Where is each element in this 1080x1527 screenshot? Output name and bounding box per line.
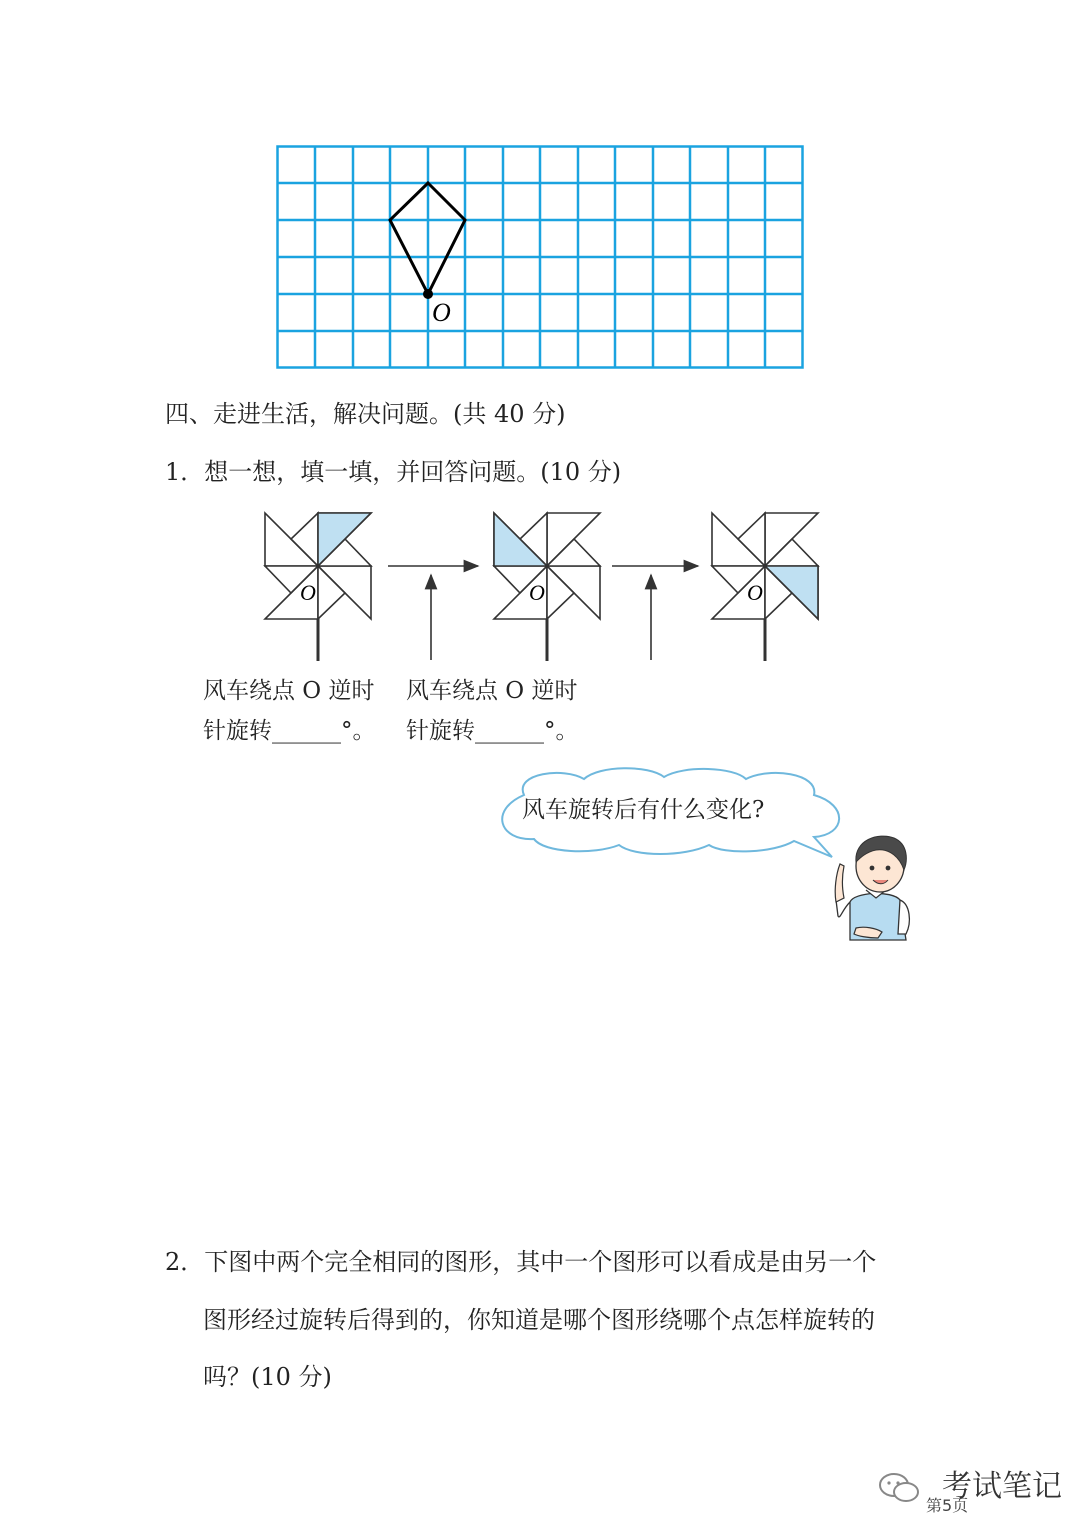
pinwheel-svg (250, 505, 850, 665)
pinwheel-1-center-label: O (300, 580, 316, 605)
caption-b-line1: 风车绕点 O 逆时 (406, 678, 578, 704)
grid-figure (276, 145, 804, 369)
grid-svg (276, 145, 804, 369)
pinwheel-2 (494, 513, 600, 661)
pinwheel-3 (712, 513, 818, 661)
boy-svg (828, 830, 918, 945)
watermark (878, 1470, 1068, 1520)
speech-bubble (484, 765, 854, 860)
pinwheel-2-center-label: O (529, 580, 545, 605)
boy-illustration (828, 830, 918, 945)
wechat-icon (878, 1470, 922, 1506)
question-1-prompt: 1．想一想，填一填，并回答问题。(10 分) (165, 458, 622, 486)
grid-lines (278, 147, 803, 368)
caption-a-line1: 风车绕点 O 逆时 (203, 678, 375, 704)
speech-bubble-text: 风车旋转后有什么变化? (522, 797, 765, 823)
point-o-label: O (432, 298, 451, 327)
caption-b-line2: 针旋转______°。 (406, 718, 579, 744)
pinwheel-3-center-label: O (747, 580, 763, 605)
caption-a-line2: 针旋转______°。 (203, 718, 376, 744)
watermark-text: 考试笔记 (942, 1469, 1062, 1504)
pinwheel-1 (265, 513, 371, 661)
question-2-line2: 图形经过旋转后得到的，你知道是哪个图形绕哪个点怎样旋转的 (203, 1306, 875, 1334)
question-2-line1: 2．下图中两个完全相同的图形，其中一个图形可以看成是由另一个 (165, 1248, 877, 1276)
question-2-line3: 吗？(10 分) (203, 1363, 332, 1391)
section-heading: 四、走进生活，解决问题。(共 40 分) (165, 400, 566, 428)
page-number: 第5页 (926, 1496, 969, 1515)
pinwheel-figure (250, 505, 850, 665)
